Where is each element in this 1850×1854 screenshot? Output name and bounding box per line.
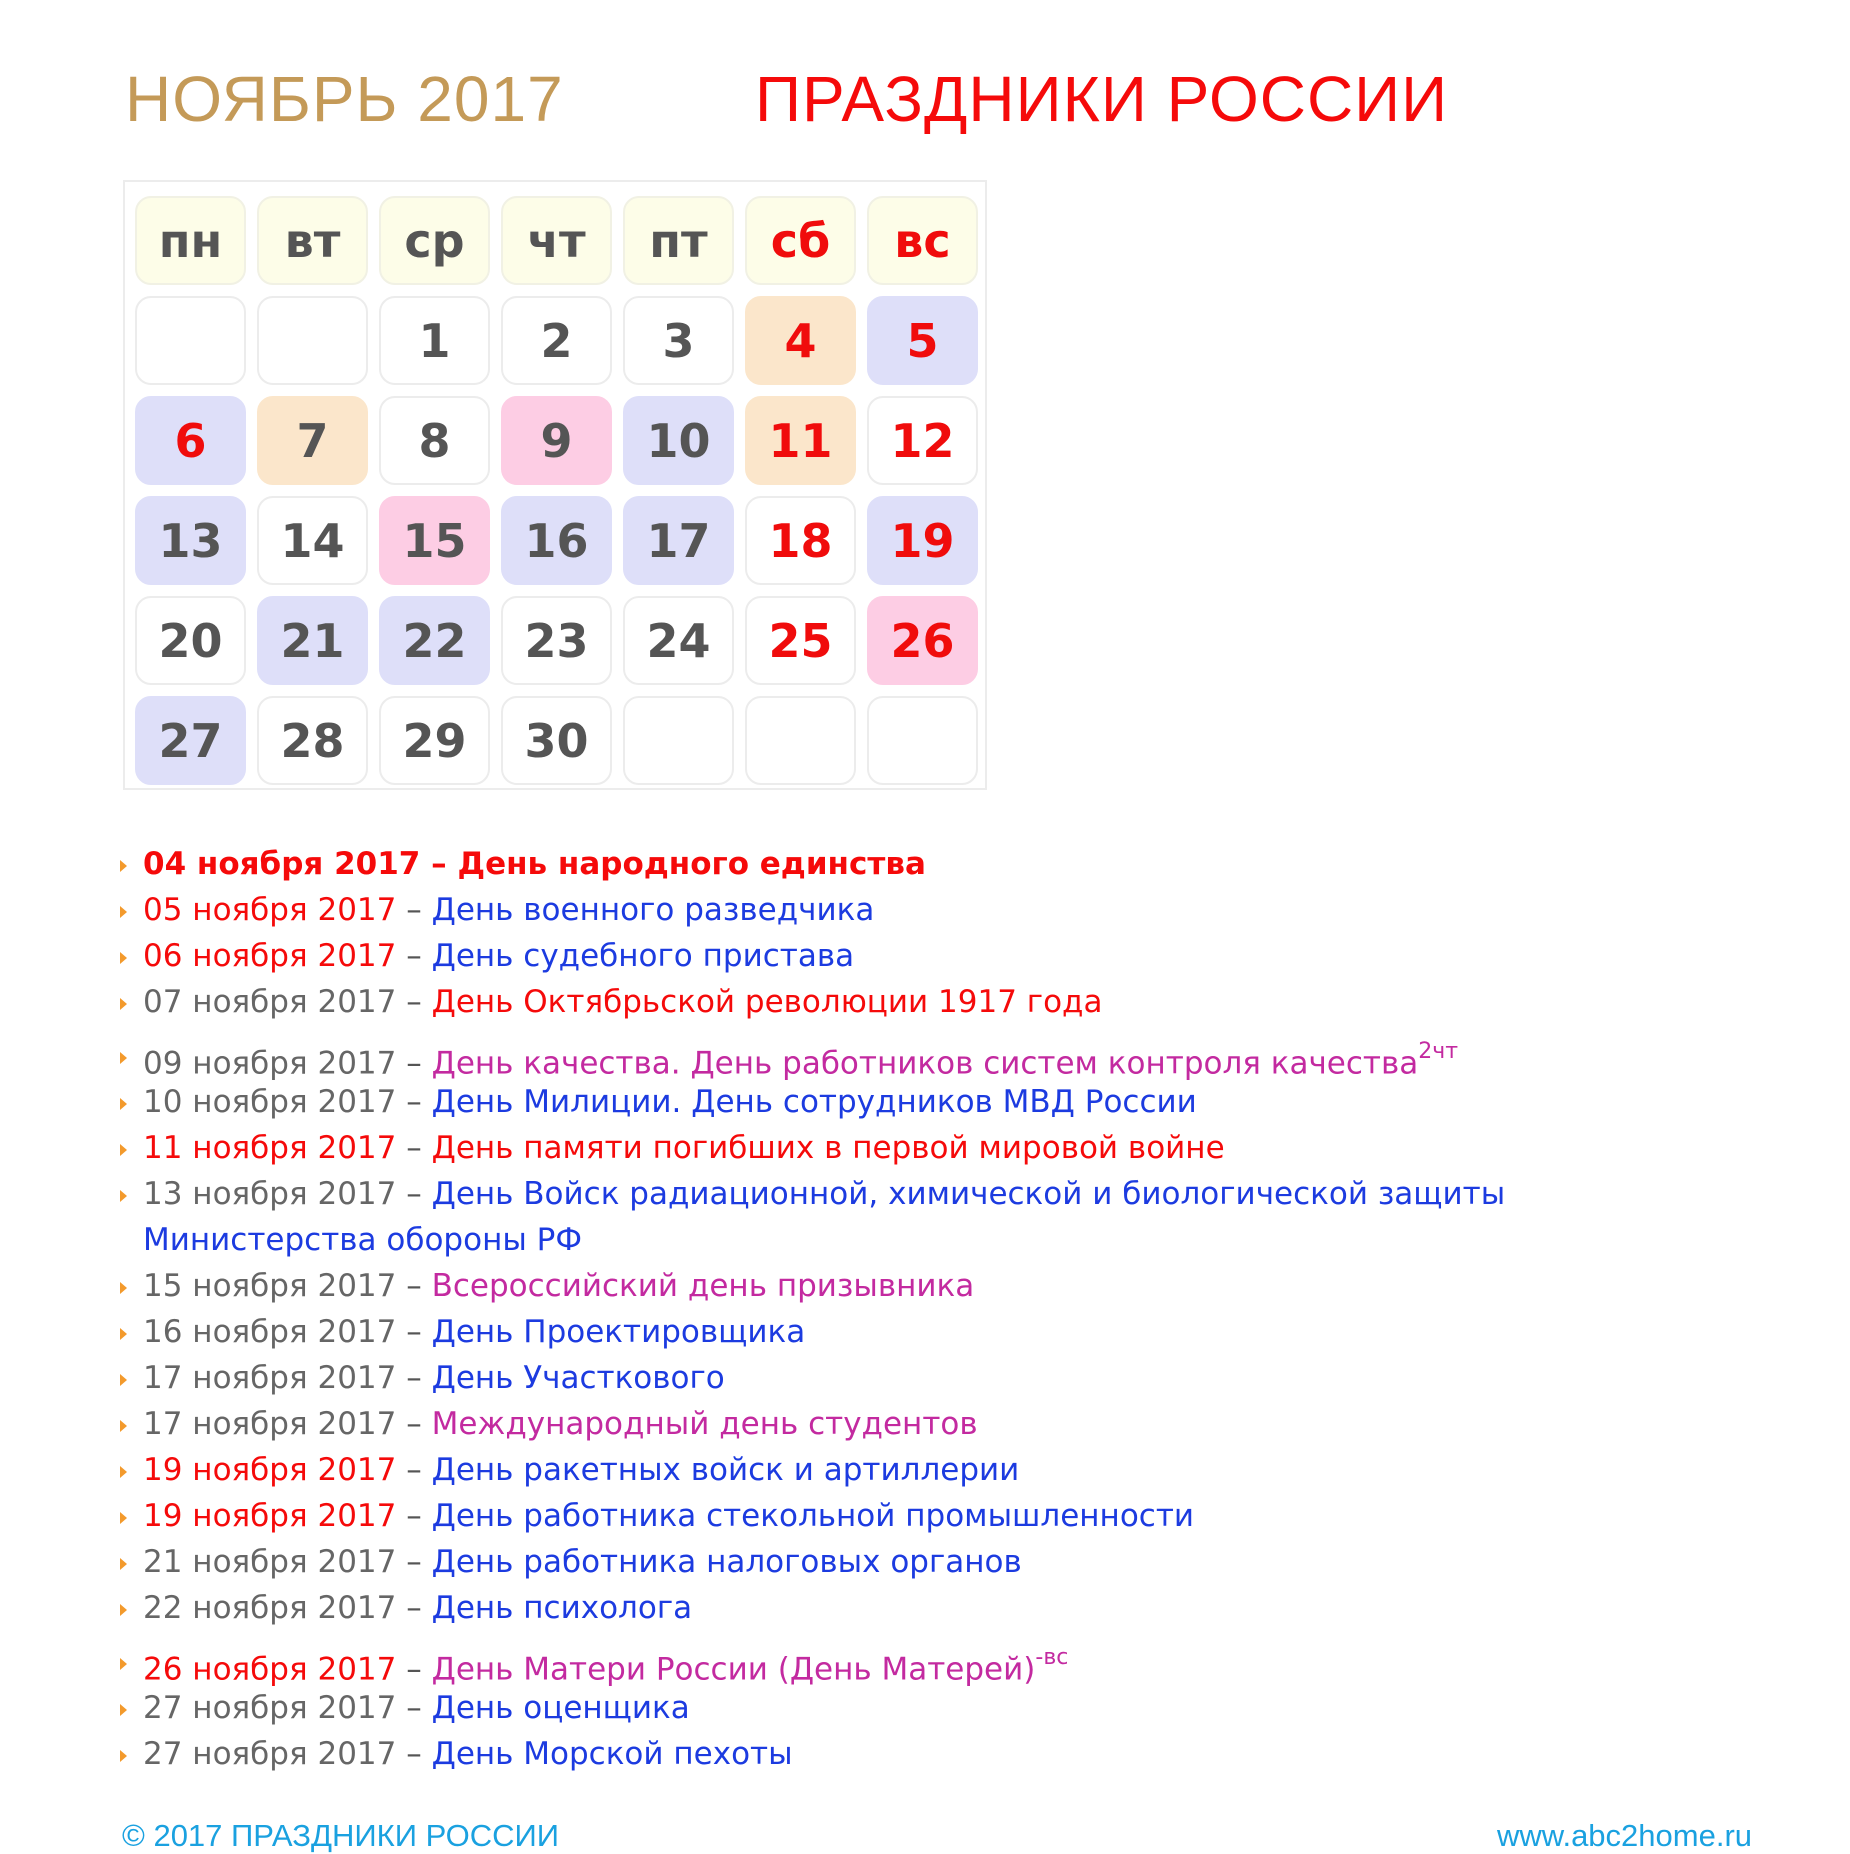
calendar-day: 25	[745, 596, 856, 685]
holiday-item	[143, 890, 874, 930]
holiday-date: 15 ноября 2017	[143, 1268, 397, 1304]
bullet-arrow-icon	[120, 1466, 127, 1478]
bullet-arrow-icon	[120, 906, 127, 918]
holiday-item	[143, 1036, 1458, 1083]
holiday-separator: –	[396, 1736, 432, 1772]
bullet-arrow-icon	[120, 1512, 127, 1524]
holiday-separator: –	[396, 984, 432, 1020]
calendar-day: 28	[257, 696, 368, 785]
calendar-day: 16	[501, 496, 612, 585]
calendar-day: 23	[501, 596, 612, 685]
holiday-separator: –	[396, 1590, 432, 1626]
holiday-date: 17 ноября 2017	[143, 1360, 397, 1396]
calendar-day: 8	[379, 396, 490, 485]
holiday-note: -вс	[1035, 1645, 1069, 1670]
holiday-item	[143, 1496, 1194, 1536]
calendar-day: 6	[135, 396, 246, 485]
holiday-item	[143, 1542, 1022, 1582]
holiday-name[interactable]: Международный день студентов	[431, 1406, 978, 1442]
bullet-arrow-icon	[120, 1282, 127, 1294]
holiday-item	[143, 982, 1102, 1022]
calendar-day: 3	[623, 296, 734, 385]
weekday-header: пн	[135, 196, 246, 285]
holiday-name[interactable]: День работника налоговых органов	[431, 1544, 1022, 1580]
calendar-day: 7	[257, 396, 368, 485]
holiday-name[interactable]: День Октябрьской революции 1917 года	[431, 984, 1103, 1020]
calendar-day: 21	[257, 596, 368, 685]
bullet-arrow-icon	[120, 860, 127, 872]
holiday-name[interactable]: День военного разведчика	[431, 892, 875, 928]
bullet-arrow-icon	[120, 1190, 127, 1202]
holiday-date: 19 ноября 2017	[143, 1452, 397, 1488]
holiday-item	[143, 1358, 725, 1398]
holiday-name[interactable]: Всероссийский день призывника	[431, 1268, 975, 1304]
holiday-name[interactable]: День Войск радиационной, химической и биологической защиты	[431, 1176, 1506, 1212]
weekday-header: сб	[745, 196, 856, 285]
holiday-name[interactable]: День ракетных войск и артиллерии	[431, 1452, 1020, 1488]
calendar-empty-cell	[867, 696, 978, 785]
calendar-day: 26	[867, 596, 978, 685]
holiday-name[interactable]: День оценщика	[431, 1690, 690, 1726]
calendar-day: 1	[379, 296, 490, 385]
weekday-header: чт	[501, 196, 612, 285]
holiday-date: 13 ноября 2017	[143, 1176, 397, 1212]
holiday-date: 16 ноября 2017	[143, 1314, 397, 1350]
bullet-arrow-icon	[120, 1704, 127, 1716]
calendar-day: 22	[379, 596, 490, 685]
holiday-date: 10 ноября 2017	[143, 1084, 397, 1120]
holiday-date: 26 ноября 2017	[143, 1651, 397, 1688]
holiday-separator: –	[396, 1544, 432, 1580]
calendar-day: 19	[867, 496, 978, 585]
bullet-arrow-icon	[120, 1658, 127, 1670]
calendar-day: 15	[379, 496, 490, 585]
holiday-separator: –	[396, 1406, 432, 1442]
holiday-separator: –	[396, 1268, 432, 1304]
holiday-name[interactable]: День качества. День работников систем контроля качества	[431, 1045, 1419, 1082]
weekday-header: пт	[623, 196, 734, 285]
weekday-header: вт	[257, 196, 368, 285]
holiday-item	[143, 1588, 692, 1628]
calendar-day: 11	[745, 396, 856, 485]
bullet-arrow-icon	[120, 998, 127, 1010]
holiday-item	[143, 936, 854, 976]
holiday-date: 19 ноября 2017	[143, 1498, 397, 1534]
holiday-item	[143, 844, 926, 884]
holiday-separator: –	[396, 1360, 432, 1396]
holiday-separator: –	[396, 1452, 432, 1488]
holiday-item	[143, 1082, 1197, 1122]
bullet-arrow-icon	[120, 1374, 127, 1386]
footer-site-link[interactable]: www.abc2home.ru	[1497, 1818, 1753, 1853]
holiday-name[interactable]: День Морской пехоты	[431, 1736, 793, 1772]
holiday-name[interactable]: День Матери России (День Матерей)	[431, 1651, 1036, 1688]
calendar-grid	[123, 180, 987, 790]
holiday-item	[143, 1642, 1068, 1689]
holiday-name[interactable]: День работника стекольной промышленности	[431, 1498, 1195, 1534]
holiday-separator: –	[396, 938, 432, 974]
holiday-name[interactable]: День судебного пристава	[431, 938, 855, 974]
calendar-day: 14	[257, 496, 368, 585]
holiday-date: 11 ноября 2017	[143, 1130, 397, 1166]
footer-copyright: © 2017 ПРАЗДНИКИ РОССИИ	[122, 1818, 560, 1853]
calendar-day: 4	[745, 296, 856, 385]
holiday-item	[143, 1174, 1506, 1258]
holiday-name[interactable]: День Милиции. День сотрудников МВД России	[431, 1084, 1197, 1120]
holiday-date: 17 ноября 2017	[143, 1406, 397, 1442]
holiday-name[interactable]: День Участкового	[431, 1360, 725, 1396]
holiday-separator: –	[396, 1314, 432, 1350]
holiday-separator: –	[396, 1130, 432, 1166]
holiday-separator: –	[396, 1045, 432, 1082]
calendar-empty-cell	[623, 696, 734, 785]
calendar-day: 9	[501, 396, 612, 485]
bullet-arrow-icon	[120, 1604, 127, 1616]
holiday-name-continuation[interactable]: Министерства обороны РФ	[143, 1222, 583, 1258]
holiday-date: 09 ноября 2017	[143, 1045, 397, 1082]
weekday-header: вс	[867, 196, 978, 285]
month-title: НОЯБРЬ 2017	[125, 63, 564, 135]
holiday-item	[143, 1266, 974, 1306]
calendar-day: 5	[867, 296, 978, 385]
holiday-name[interactable]: День народного единства	[457, 846, 926, 882]
calendar-day: 17	[623, 496, 734, 585]
calendar-day: 27	[135, 696, 246, 785]
holiday-date: 22 ноября 2017	[143, 1590, 397, 1626]
holiday-item	[143, 1404, 978, 1444]
calendar-empty-cell	[135, 296, 246, 385]
bullet-arrow-icon	[120, 952, 127, 964]
holiday-date: 27 ноября 2017	[143, 1736, 397, 1772]
holiday-item	[143, 1128, 1225, 1168]
bullet-arrow-icon	[120, 1098, 127, 1110]
calendar-day: 29	[379, 696, 490, 785]
holiday-separator: –	[396, 1498, 432, 1534]
bullet-arrow-icon	[120, 1144, 127, 1156]
holiday-item	[143, 1450, 1019, 1490]
holiday-item	[143, 1312, 805, 1352]
calendar-empty-cell	[257, 296, 368, 385]
calendar-empty-cell	[745, 696, 856, 785]
calendar-day: 13	[135, 496, 246, 585]
calendar-day: 20	[135, 596, 246, 685]
bullet-arrow-icon	[120, 1052, 127, 1064]
bullet-arrow-icon	[120, 1750, 127, 1762]
weekday-header: ср	[379, 196, 490, 285]
holiday-separator: –	[396, 1176, 432, 1212]
holiday-item	[143, 1734, 793, 1774]
holiday-date: 07 ноября 2017	[143, 984, 397, 1020]
page-title: ПРАЗДНИКИ РОССИИ	[755, 63, 1449, 135]
holiday-separator: –	[396, 1084, 432, 1120]
calendar-day: 30	[501, 696, 612, 785]
bullet-arrow-icon	[120, 1328, 127, 1340]
holiday-date: 04 ноября 2017	[143, 846, 421, 882]
holiday-date: 06 ноября 2017	[143, 938, 397, 974]
holiday-name[interactable]: День Проектировщика	[431, 1314, 806, 1350]
calendar-day: 18	[745, 496, 856, 585]
holiday-item	[143, 1688, 690, 1728]
bullet-arrow-icon	[120, 1420, 127, 1432]
holiday-name[interactable]: День памяти погибших в первой мировой войне	[431, 1130, 1225, 1166]
bullet-arrow-icon	[120, 1558, 127, 1570]
holiday-separator: –	[396, 892, 432, 928]
holiday-separator: –	[420, 846, 458, 882]
holiday-separator: –	[396, 1690, 432, 1726]
holiday-note: 2чт	[1418, 1039, 1459, 1064]
calendar-day: 12	[867, 396, 978, 485]
calendar-day: 24	[623, 596, 734, 685]
calendar-day: 2	[501, 296, 612, 385]
holiday-date: 05 ноября 2017	[143, 892, 397, 928]
holiday-date: 27 ноября 2017	[143, 1690, 397, 1726]
holiday-name[interactable]: День психолога	[431, 1590, 693, 1626]
holiday-separator: –	[396, 1651, 432, 1688]
holiday-date: 21 ноября 2017	[143, 1544, 397, 1580]
calendar-day: 10	[623, 396, 734, 485]
